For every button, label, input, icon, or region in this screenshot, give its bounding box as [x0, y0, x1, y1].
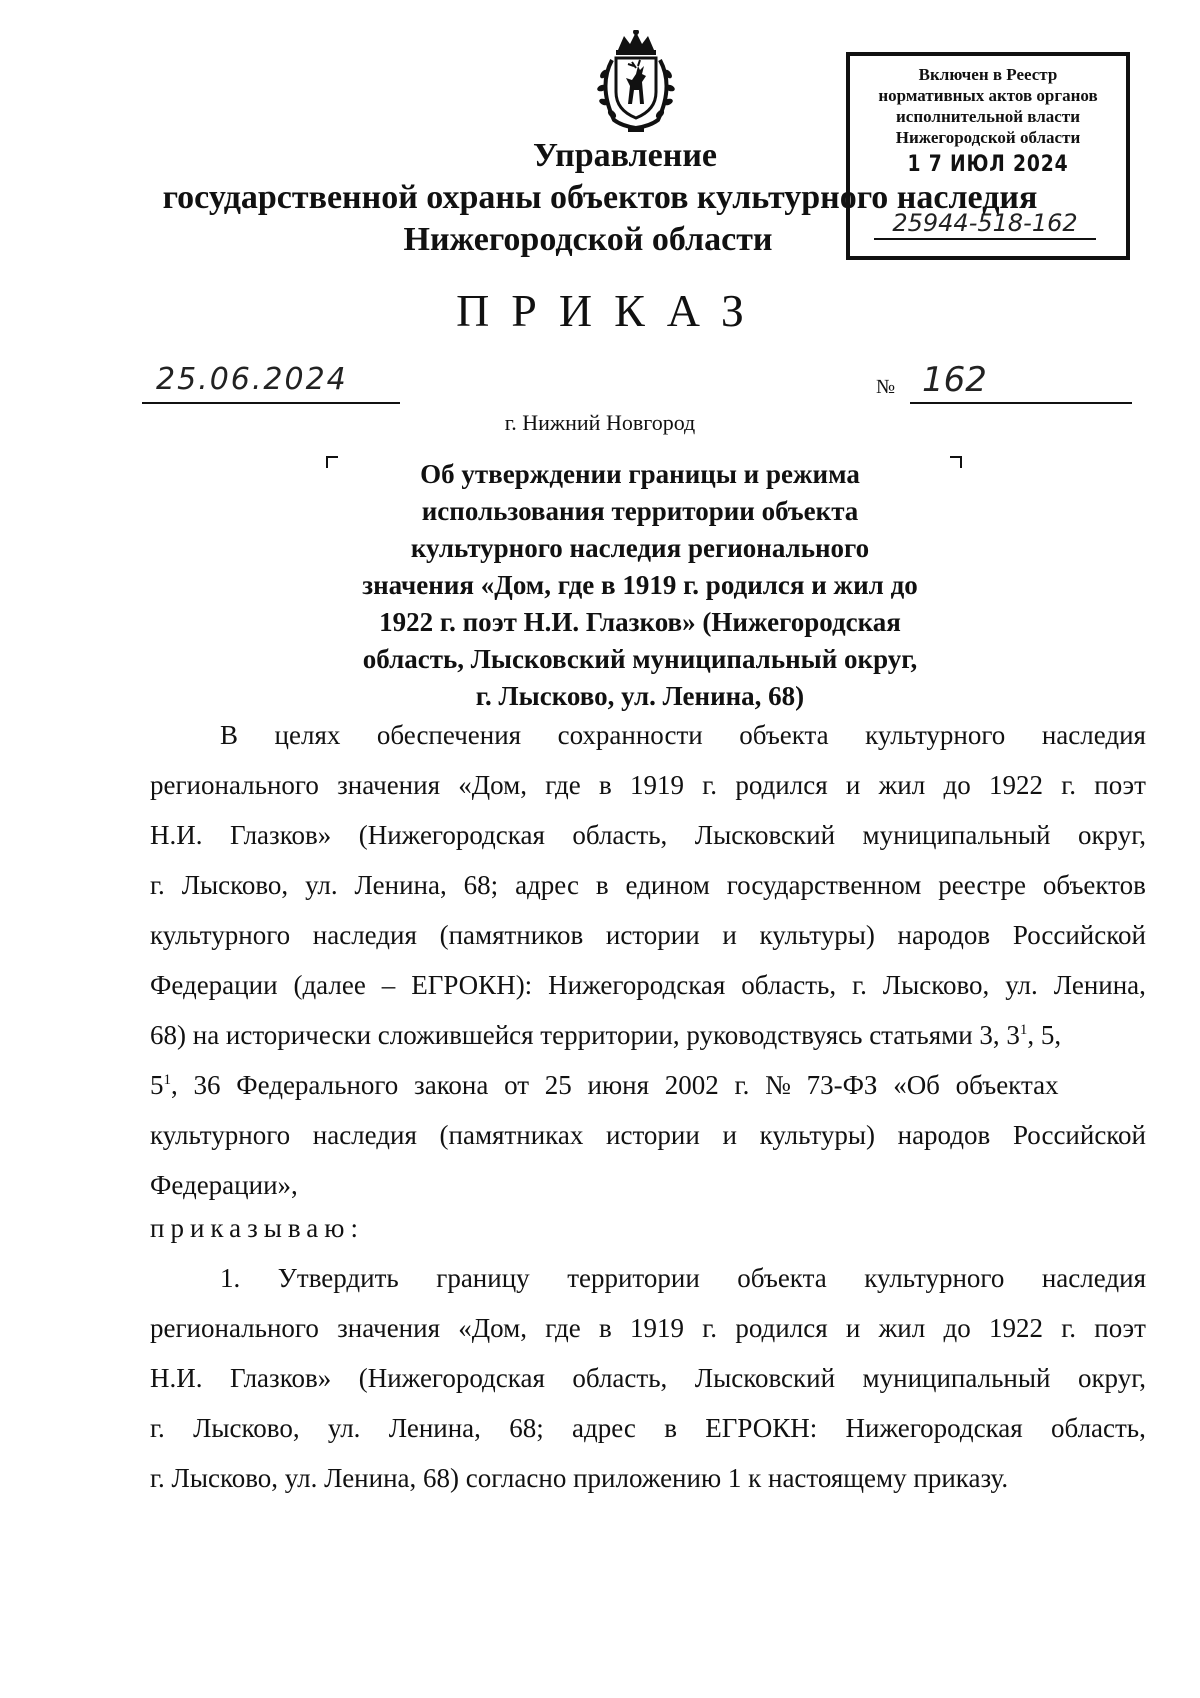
body-line: [150, 1010, 1146, 1060]
body-word: округ,: [1077, 820, 1146, 850]
body-word: –: [381, 970, 396, 1000]
stamp-registration-number: 25944-518-162: [874, 208, 1096, 240]
body-word: культурного: [864, 1263, 1005, 1293]
body-word: 68;: [509, 1413, 544, 1443]
body-word: Российской: [1012, 1120, 1146, 1150]
body-word: объекта: [737, 1263, 827, 1293]
order-word: приказываю:: [150, 1213, 364, 1243]
body-word: г.: [1061, 770, 1077, 800]
body-word: муниципальный: [862, 1363, 1051, 1393]
body-word: Н.И.: [150, 1363, 203, 1393]
body-word: где: [545, 770, 581, 800]
body-word: Ленина,: [388, 1413, 481, 1443]
body-word: культурного: [865, 720, 1006, 750]
body-word: истории: [605, 920, 700, 950]
body-word: ЕГРОКН:: [705, 1413, 818, 1443]
body-word: область,: [1051, 1413, 1146, 1443]
subject-line: использования территории объекта: [421, 496, 859, 526]
superscript: 1: [1019, 1022, 1028, 1038]
body-word: (Нижегородская: [358, 820, 545, 850]
body-word: (далее: [293, 970, 366, 1000]
body-word: границу: [436, 1263, 530, 1293]
body-word: г.: [702, 770, 718, 800]
document-type-title: ПРИКАЗ: [456, 285, 766, 336]
stamp-line-4: Нижегородской области: [895, 128, 1081, 147]
body-word: территории: [567, 1263, 700, 1293]
body-word: адрес: [572, 1413, 636, 1443]
body-word: культуры): [759, 1120, 875, 1150]
body-word: «Дом,: [458, 770, 528, 800]
body-word: г.: [150, 870, 165, 900]
org-name-line-1: Управление: [532, 137, 717, 174]
body-word: (памятников: [439, 920, 584, 950]
body-word: Ленина,: [354, 870, 447, 900]
body-word: Утвердить: [277, 1263, 399, 1293]
subject-line: г. Лысково, ул. Ленина, 68): [475, 681, 805, 711]
body-paragraph-2: [150, 1253, 1146, 1503]
body-word: поэт: [1094, 770, 1146, 800]
body-word: до: [943, 770, 971, 800]
number-sign: №: [876, 376, 896, 398]
body-line: [150, 1353, 1146, 1403]
body-word: Лысково,: [181, 870, 289, 900]
body-line: [150, 1110, 1146, 1160]
stamp-date: 1 7 ИЮЛ 2024: [907, 152, 1069, 177]
org-name-line-2: государственной охраны объектов культурного наследия: [162, 179, 1038, 216]
body-word: Лысковский: [694, 1363, 836, 1393]
body-word: и: [845, 770, 861, 800]
document-subject: [320, 456, 960, 715]
body-word: «Дом,: [458, 1313, 528, 1343]
stamp-line-3: исполнительной власти: [896, 107, 1080, 126]
body-word: родился: [735, 770, 828, 800]
body-word: Нижегородская: [548, 970, 726, 1000]
body-word: 1922: [988, 1313, 1043, 1343]
body-word: В: [220, 720, 239, 750]
body-word: округ,: [1077, 1363, 1146, 1393]
body-word: Лысково,: [193, 1413, 300, 1443]
body-word: Ленина,: [1053, 970, 1146, 1000]
body-text: , 36 Федерального закона от 25 июня 2002 г. № 73-ФЗ «Об объектах: [171, 1070, 1059, 1100]
body-word: 1.: [220, 1263, 241, 1293]
body-word: Н.И.: [150, 820, 203, 850]
body-word: где: [545, 1313, 581, 1343]
body-word: Лысково,: [882, 970, 990, 1000]
body-word: в: [599, 1313, 612, 1343]
body-word: жил: [878, 1313, 926, 1343]
body-word: регионального: [150, 770, 319, 800]
body-word: государственном: [726, 870, 922, 900]
body-line: [150, 710, 1146, 760]
stamp-line-1: Включен в Реестр: [918, 65, 1058, 84]
org-name-line-3: Нижегородской области: [403, 221, 773, 258]
body-word: адрес: [515, 870, 579, 900]
body-word: область,: [572, 1363, 668, 1393]
body-text: 5: [150, 1070, 164, 1100]
document-city: г. Нижний Новгород: [504, 410, 696, 435]
subject-line: область, Лысковский муниципальный округ,: [362, 644, 918, 674]
body-paragraph-1: [150, 710, 1146, 1210]
body-word: сохранности: [557, 720, 703, 750]
body-word: 68;: [463, 870, 499, 900]
body-line: [150, 1403, 1146, 1453]
body-word: и: [722, 920, 737, 950]
body-word: поэт: [1094, 1313, 1146, 1343]
document-date-field: [142, 362, 400, 404]
body-word: ЕГРОКН):: [411, 970, 533, 1000]
body-word: регионального: [150, 1313, 319, 1343]
registry-stamp: [846, 52, 1130, 260]
document-number: 162: [922, 360, 987, 400]
subject-line: Об утверждении границы и режима: [420, 459, 860, 489]
body-word: ул.: [1005, 970, 1038, 1000]
body-word: Российской: [1012, 920, 1146, 950]
body-word: значения: [337, 770, 440, 800]
body-word: и: [845, 1313, 861, 1343]
subject-line: значения «Дом, где в 1919 г. родился и жил до: [362, 570, 918, 600]
body-word: Глазков»: [230, 820, 332, 850]
body-line: [150, 860, 1146, 910]
body-word: в: [599, 770, 612, 800]
body-line: [150, 1303, 1146, 1353]
document-number-field: [910, 362, 1132, 404]
body-word: г.: [852, 970, 867, 1000]
stamp-text: [850, 64, 1126, 148]
body-word: реестре: [938, 870, 1026, 900]
body-word: объекта: [739, 720, 829, 750]
body-word: родился: [735, 1313, 828, 1343]
body-text: 68) на исторически сложившейся территории, руководствуясь статьями 3, 3: [150, 1020, 1020, 1050]
body-word: г.: [150, 1413, 165, 1443]
body-word: значения: [337, 1313, 440, 1343]
body-word: культуры): [759, 920, 875, 950]
body-word: 1919: [630, 770, 685, 800]
body-word: Федерации: [150, 970, 278, 1000]
body-word: наследия: [312, 1120, 417, 1150]
body-word: наследия: [312, 920, 417, 950]
body-text: г. Лысково, ул. Ленина, 68) согласно приложению 1 к настоящему приказу.: [150, 1463, 1009, 1493]
body-word: Нижегородская: [845, 1413, 1023, 1443]
subject-line: культурного наследия регионального: [410, 533, 870, 563]
body-line: [150, 960, 1146, 1010]
body-word: г.: [702, 1313, 718, 1343]
body-text: Федерации»,: [150, 1170, 298, 1200]
body-word: наследия: [1041, 720, 1146, 750]
body-word: Глазков»: [230, 1363, 332, 1393]
document-date: 25.06.2024: [156, 362, 348, 397]
body-line: [150, 1253, 1146, 1303]
body-word: ул.: [327, 1413, 361, 1443]
body-word: г.: [1061, 1313, 1077, 1343]
body-word: в: [664, 1413, 677, 1443]
body-word: культурного: [150, 920, 291, 950]
stamp-line-2: нормативных актов органов: [878, 86, 1098, 105]
superscript: 1: [163, 1072, 171, 1088]
body-word: наследия: [1041, 1263, 1146, 1293]
body-line: [150, 1060, 1146, 1110]
body-word: область,: [572, 820, 668, 850]
body-word: истории: [606, 1120, 700, 1150]
body-word: (Нижегородская: [358, 1363, 545, 1393]
body-word: 1919: [630, 1313, 685, 1343]
body-word: народов: [897, 920, 991, 950]
body-word: область,: [741, 970, 837, 1000]
body-word: объектов: [1042, 870, 1146, 900]
body-word: ул.: [305, 870, 338, 900]
body-word: жил: [878, 770, 926, 800]
body-word: и: [722, 1120, 737, 1150]
body-word: до: [943, 1313, 971, 1343]
body-word: в: [595, 870, 609, 900]
body-word: целях: [274, 720, 341, 750]
subject-line: 1922 г. поэт Н.И. Глазков» (Нижегородская: [379, 607, 901, 637]
body-word: народов: [897, 1120, 991, 1150]
body-word: культурного: [150, 1120, 291, 1150]
body-word: муниципальный: [862, 820, 1051, 850]
body-line: [150, 910, 1146, 960]
body-line: [150, 810, 1146, 860]
body-line: [150, 760, 1146, 810]
body-word: (памятниках: [439, 1120, 584, 1150]
body-word: Лысковский: [694, 820, 836, 850]
body-word: едином: [625, 870, 710, 900]
body-line: [150, 1453, 1146, 1503]
body-word: 1922: [988, 770, 1043, 800]
body-text: , 5,: [1027, 1020, 1062, 1050]
body-word: обеспечения: [376, 720, 522, 750]
coat-of-arms-emblem: [588, 30, 684, 134]
